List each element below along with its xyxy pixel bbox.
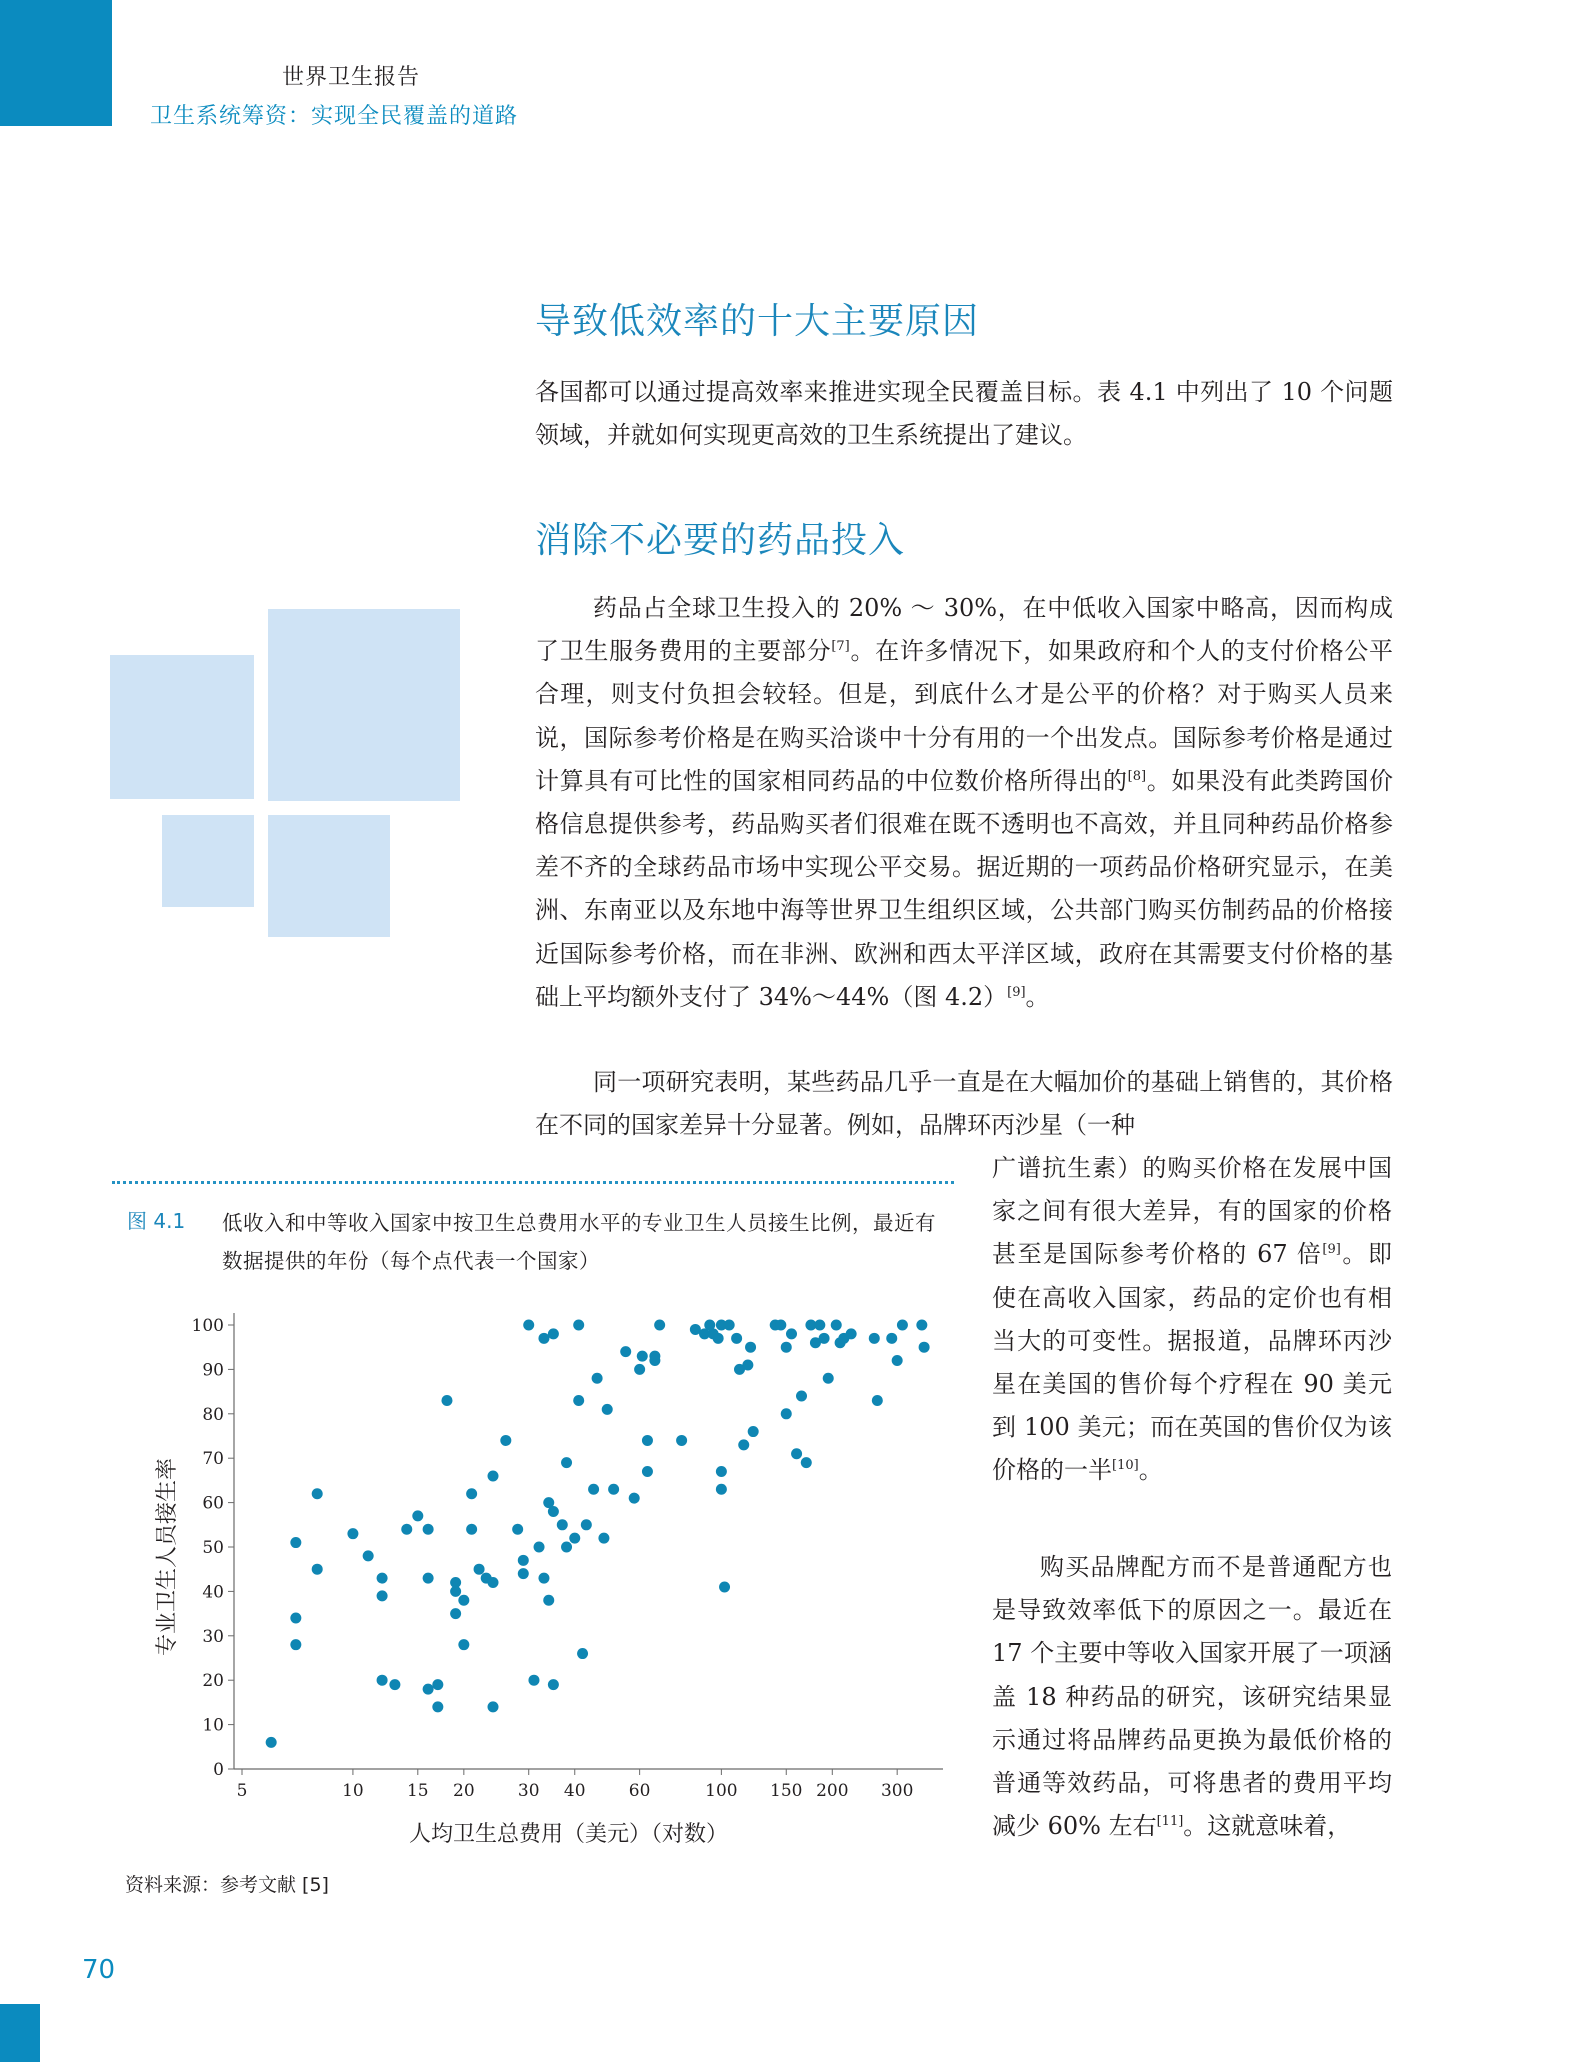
data-point [620, 1346, 631, 1357]
data-point [500, 1435, 511, 1446]
data-point [290, 1613, 301, 1624]
data-point [819, 1333, 830, 1344]
body-paragraph-generics: 购买品牌配方而不是普通配方也是导致效率低下的原因之一。最近在 17 个主要中等收入国家开展了一项涵盖 18 种药品的研究，该研究结果显示通过将品牌药品更换为最低价格的普通等效药品，可将患者的费用平均减少 60% 左右[11]。这就意味着， [992, 1553, 1392, 1841]
data-point [791, 1448, 802, 1459]
data-point [892, 1355, 903, 1366]
data-point [412, 1510, 423, 1521]
y-tick-label: 20 [202, 1671, 224, 1692]
data-point [649, 1355, 660, 1366]
data-point [748, 1426, 759, 1437]
data-point [290, 1537, 301, 1548]
data-point [775, 1320, 786, 1331]
data-point [538, 1573, 549, 1584]
data-point [786, 1328, 797, 1339]
data-point [869, 1333, 880, 1344]
data-point [745, 1342, 756, 1353]
y-tick-label: 30 [202, 1626, 224, 1647]
data-point [458, 1595, 469, 1606]
data-point [731, 1333, 742, 1344]
x-tick-label: 300 [880, 1781, 914, 1801]
data-point [312, 1488, 323, 1499]
data-point [637, 1351, 648, 1362]
figure-label: 图 4.1 [127, 1209, 186, 1233]
data-point [389, 1679, 400, 1690]
x-tick-label: 40 [563, 1781, 586, 1801]
data-point [423, 1524, 434, 1535]
data-point [347, 1528, 358, 1539]
data-point [290, 1639, 301, 1650]
data-point [598, 1533, 609, 1544]
data-point [588, 1484, 599, 1495]
section-intro-paragraph: 各国都可以通过提高效率来推进实现全民覆盖目标。表 4.1 中列出了 10 个问题领域，并就如何实现更高效的卫生系统提出了建议。 [535, 378, 1393, 450]
figure-source: 资料来源：参考文献 [5] [125, 1874, 329, 1896]
y-tick-label: 0 [213, 1760, 224, 1780]
data-point [458, 1639, 469, 1650]
data-point [573, 1320, 584, 1331]
data-point [488, 1470, 499, 1481]
corner-accent-block-bottom [0, 2004, 40, 2062]
data-point [518, 1555, 529, 1566]
y-tick-label: 10 [202, 1715, 224, 1736]
figure-divider [112, 1181, 954, 1184]
x-tick-label: 15 [406, 1781, 429, 1801]
y-tick-label: 70 [202, 1449, 224, 1470]
data-point [423, 1573, 434, 1584]
citation: [8] [1127, 768, 1147, 784]
running-header-title: 世界卫生报告 [282, 65, 421, 90]
data-point [716, 1466, 727, 1477]
data-point [548, 1679, 559, 1690]
data-point [534, 1542, 545, 1553]
decorative-square [268, 609, 460, 801]
data-point [796, 1391, 807, 1402]
decorative-square [162, 815, 254, 907]
citation: [10] [1112, 1458, 1139, 1474]
body-paragraph-markups: 同一项研究表明，某些药品几乎一直是在大幅加价的基础上销售的，其价格在不同的国家差异十分显著。例如，品牌环丙沙星（一种 [535, 1068, 1393, 1140]
data-point [557, 1519, 568, 1530]
x-tick-label: 60 [628, 1781, 651, 1801]
page-number: 70 [82, 1955, 116, 1985]
data-point [450, 1586, 461, 1597]
data-point [528, 1675, 539, 1686]
data-point [377, 1590, 388, 1601]
data-point [312, 1564, 323, 1575]
data-point [676, 1435, 687, 1446]
y-tick-label: 50 [202, 1538, 224, 1558]
data-point [781, 1342, 792, 1353]
figure-caption: 低收入和中等收入国家中按卫生总费用水平的专业卫生人员接生比例，最近有数据提供的年份（每个点代表一个国家） [222, 1211, 936, 1273]
data-point [738, 1439, 749, 1450]
section-heading-medicines: 消除不必要的药品投入 [535, 520, 906, 561]
data-point [719, 1581, 730, 1592]
data-point [423, 1684, 434, 1695]
data-point [642, 1435, 653, 1446]
y-axis-label: 专业卫生人员接生率 [155, 1457, 180, 1657]
data-point [781, 1408, 792, 1419]
x-tick-label: 10 [342, 1781, 364, 1801]
data-point [577, 1648, 588, 1659]
decorative-square [268, 815, 390, 937]
data-point [742, 1359, 753, 1370]
data-point [629, 1493, 640, 1504]
x-axis-label: 人均卫生总费用（美元）（对数） [408, 1822, 729, 1847]
data-point [801, 1457, 812, 1468]
x-tick-label: 200 [816, 1781, 849, 1801]
data-point [488, 1701, 499, 1712]
citation: [7] [831, 639, 850, 655]
body-paragraph-markups-continued: 广谱抗生素）的购买价格在发展中国家之间有很大差异，有的国家的价格甚至是国际参考价格的 67 倍[9]。即使在高收入国家，药品的定价也有相当大的可变性。据报道，品牌环丙沙星在美国的售价每个疗程在 90 美元到 100 美元；而在英国的售价仅为该价格的一半[10]。 [992, 1154, 1393, 1485]
data-point [814, 1320, 825, 1331]
data-point [363, 1550, 374, 1561]
data-point [831, 1320, 842, 1331]
data-point [608, 1484, 619, 1495]
x-tick-label: 30 [517, 1781, 540, 1801]
data-point [561, 1457, 572, 1468]
data-point [432, 1701, 443, 1712]
decorative-square [110, 655, 254, 799]
data-point [377, 1675, 388, 1686]
data-point [573, 1395, 584, 1406]
data-point [538, 1333, 549, 1344]
y-tick-label: 40 [202, 1582, 224, 1603]
y-tick-label: 60 [202, 1493, 224, 1514]
data-point [450, 1608, 461, 1619]
y-tick-label: 90 [202, 1360, 224, 1381]
data-point [401, 1524, 412, 1535]
data-point [642, 1466, 653, 1477]
data-point [716, 1484, 727, 1495]
data-point [886, 1333, 897, 1344]
x-tick-label: 20 [453, 1781, 475, 1801]
x-tick-label: 100 [705, 1781, 738, 1801]
data-point [518, 1568, 529, 1579]
citation: [9] [1007, 984, 1026, 1000]
scatter-chart [140, 1295, 960, 1870]
data-point [654, 1320, 665, 1331]
data-point [543, 1595, 554, 1606]
data-point [377, 1573, 388, 1584]
citation: [11] [1156, 1814, 1184, 1830]
y-tick-label: 100 [191, 1316, 224, 1336]
data-point [548, 1328, 559, 1339]
citation: [9] [1322, 1242, 1341, 1258]
data-point [569, 1533, 580, 1544]
body-paragraph-drug-prices: 药品占全球卫生投入的 20% ～ 30%，在中低收入国家中略高，因而构成了卫生服务费用的主要部分[7]。在许多情况下，如果政府和个人的支付价格公平合理，则支付负担会较轻。但是，到底什么才是公平的价格？对于购买人员来说，国际参考价格是在购买洽谈中十分有用的一个出发点。国际参考价格是通过计算具有可比性的国家相同药品的中位数价格所得出的[8]。如果没有此类跨国价格信息提供参考，药品购买者们很难在既不透明也不高效，并且同种药品价格参差不齐的全球药品市场中实现公平交易。据近期的一项药品价格研究显示，在美洲、东南亚以及东地中海等世界卫生组织区域，公共部门购买仿制药品的价格接近国际参考价格，而在非洲、欧洲和西太平洋区域，政府在其需要支付价格的基础上平均额外支付了 34%～44%（图 4.2）[9]。 [535, 594, 1394, 1011]
data-point [592, 1373, 603, 1384]
data-point [846, 1328, 857, 1339]
data-point [523, 1320, 534, 1331]
data-point [432, 1679, 443, 1690]
data-point [466, 1488, 477, 1499]
data-point [823, 1373, 834, 1384]
data-point [441, 1395, 452, 1406]
data-point [581, 1519, 592, 1530]
data-point [266, 1737, 277, 1748]
data-point [634, 1364, 645, 1375]
data-point [713, 1333, 724, 1344]
data-point [561, 1542, 572, 1553]
section-heading-inefficiency: 导致低效率的十大主要原因 [535, 301, 980, 342]
data-point [919, 1342, 930, 1353]
x-tick-label: 5 [236, 1781, 248, 1801]
data-point [548, 1506, 559, 1517]
data-point [466, 1524, 477, 1535]
data-point [474, 1564, 485, 1575]
data-point [488, 1577, 499, 1588]
data-point [872, 1395, 883, 1406]
x-tick-label: 150 [770, 1781, 803, 1801]
data-point [724, 1320, 735, 1331]
y-tick-label: 80 [202, 1404, 224, 1425]
running-header-subtitle: 卫生系统筹资：实现全民覆盖的道路 [150, 104, 519, 129]
data-point [602, 1404, 613, 1415]
data-point [897, 1320, 908, 1331]
data-point [512, 1524, 523, 1535]
corner-accent-block [0, 0, 112, 126]
data-point [916, 1320, 927, 1331]
